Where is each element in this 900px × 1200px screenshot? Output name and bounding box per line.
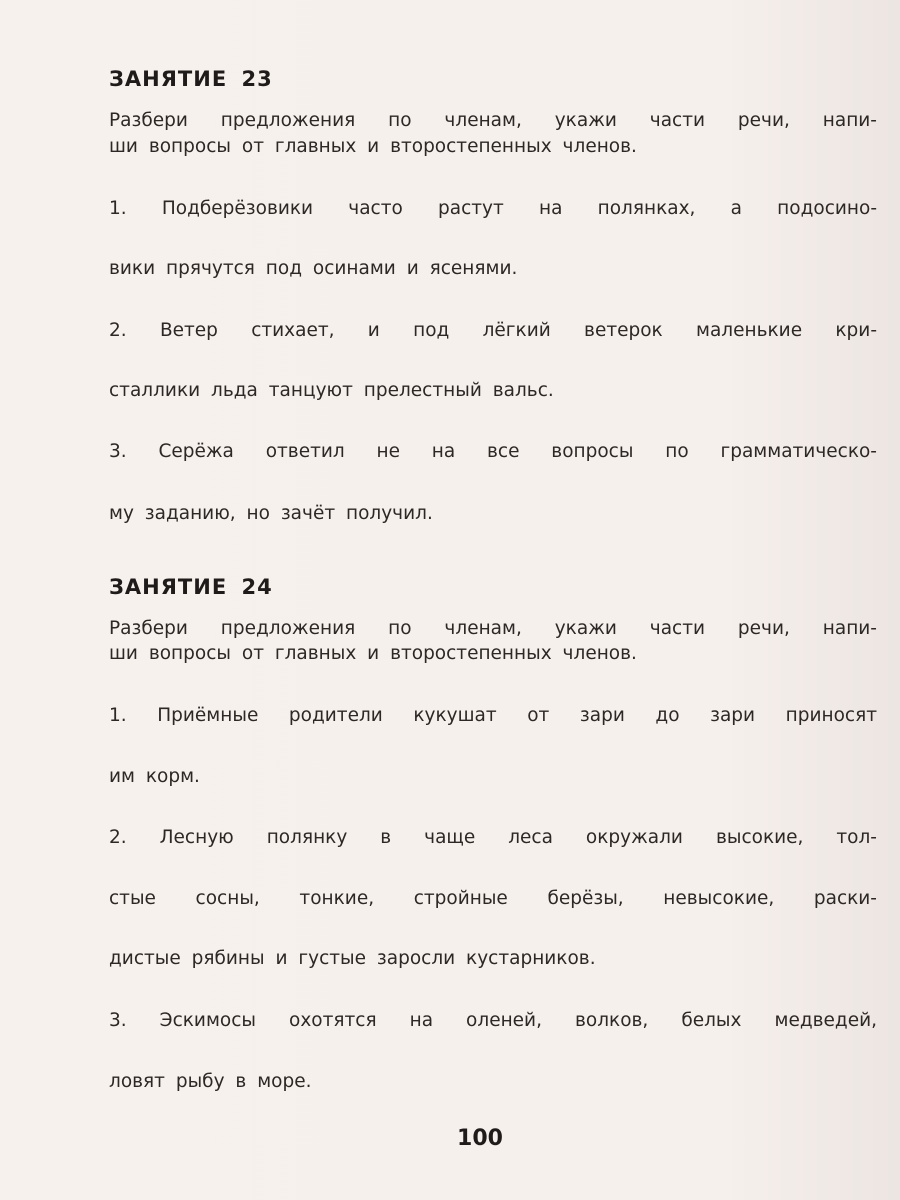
lesson-24-sentence-1-line-1: 1. Приёмные родители кукушат от зари до зари приносят [109, 705, 877, 726]
lesson-23-instruction-line-2: ши вопросы от главных и второстепенных членов. [109, 136, 637, 157]
lesson-23-sentence-2-line-1: 2. Ветер стихает, и под лёгкий ветерок маленькие кри- [109, 320, 877, 341]
lesson-23-title: ЗАНЯТИЕ 23 [109, 67, 273, 91]
lesson-23-sentence-3-line-2: му заданию, но зачёт получил. [109, 503, 433, 524]
lesson-24-instruction-line-2: ши вопросы от главных и второстепенных членов. [109, 643, 637, 664]
lesson-24-sentence-3-line-1: 3. Эскимосы охотятся на оленей, волков, белых медведей, [109, 1010, 877, 1031]
lesson-24-instruction-line-1: Разбери предложения по членам, укажи части речи, напи- [109, 618, 877, 639]
lesson-24-title: ЗАНЯТИЕ 24 [109, 575, 273, 599]
lesson-24-sentence-2-line-2: стые сосны, тонкие, стройные берёзы, невысокие, раски- [109, 888, 877, 909]
lesson-23-sentence-2-line-2: сталлики льда танцуют прелестный вальс. [109, 380, 554, 401]
lesson-23-sentence-1-line-2: вики прячутся под осинами и ясенями. [109, 258, 518, 279]
lesson-24-sentence-3-line-2: ловят рыбу в море. [109, 1071, 312, 1092]
lesson-24-sentence-1-line-2: им корм. [109, 766, 200, 787]
page-number: 100 [457, 1126, 503, 1151]
lesson-24-sentence-2-line-1: 2. Лесную полянку в чаще леса окружали высокие, тол- [109, 827, 877, 848]
lesson-23-sentence-1-line-1: 1. Подберёзовики часто растут на полянках, а подосино- [109, 198, 877, 219]
lesson-24-sentence-2-line-3: дистые рябины и густые заросли кустарников. [109, 948, 596, 969]
lesson-23-instruction-line-1: Разбери предложения по членам, укажи части речи, напи- [109, 110, 877, 131]
lesson-23-sentence-3-line-1: 3. Серёжа ответил не на все вопросы по грамматическо- [109, 441, 877, 462]
